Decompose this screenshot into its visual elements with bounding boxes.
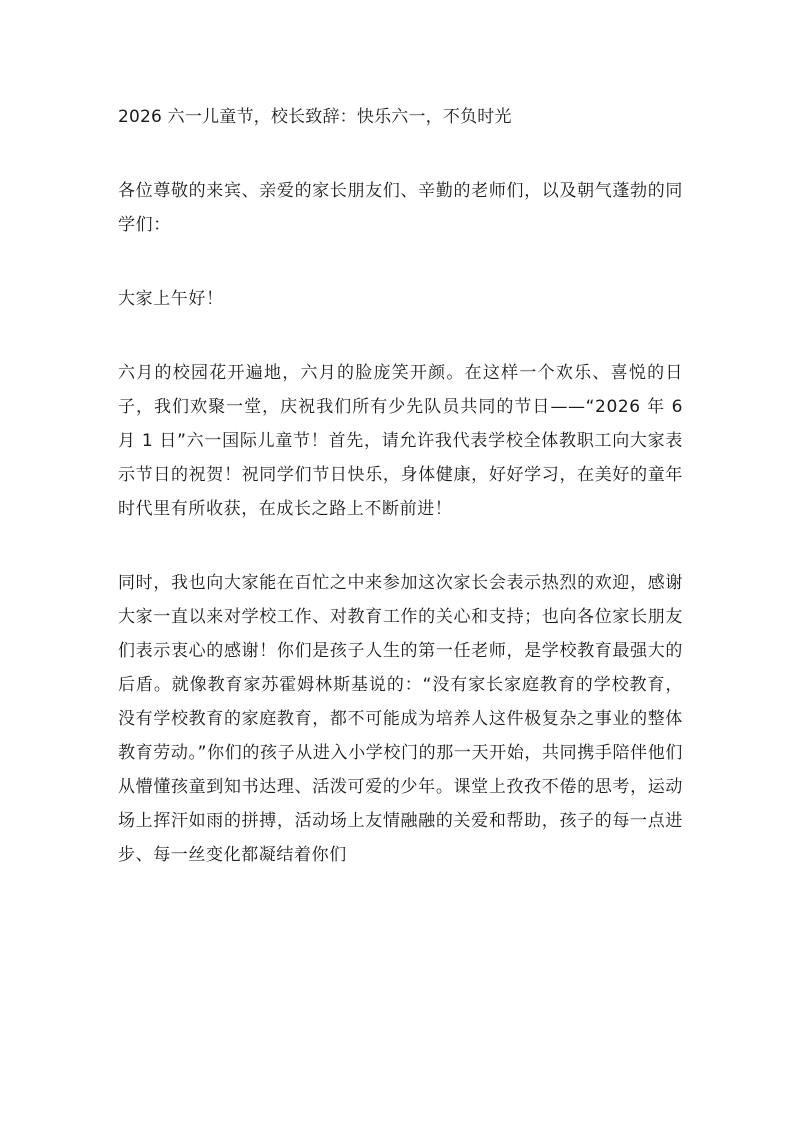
- paragraph-thanks: 同时，我也向大家能在百忙之中来参加这次家长会表示热烈的欢迎，感谢大家一直以来对学校工作、对教育工作的关心和支持；也向各位家长朋友们表示衷心的感谢！你们是孩子人生的第一任老师，是学校教育最强大的后盾。就像教育家苏霍姆林斯基说的：“没有家长家庭教育的学校教育，没有学校教育的家庭教育，都不可能成为培养人这件极复杂之事业的整体教育劳动。”你们的孩子从进入小学校门的那一天开始，共同携手陪伴他们从懵懂孩童到知书达理、活泼可爱的少年。课堂上孜孜不倦的思考，运动场上挥汗如雨的拼搏，活动场上友情融融的关爱和帮助，孩子的每一点进步、每一丝变化都凝结着你们: [118, 573, 683, 865]
- document-title: 2026 六一儿童节，校长致辞：快乐六一，不负时光: [118, 107, 512, 127]
- document-body: [118, 100, 683, 872]
- paragraph-celebration: 六月的校园花开遍地，六月的脸庞笑开颜。在这样一个欢乐、喜悦的日子，我们欢聚一堂，庆祝我们所有少先队员共同的节日——“2026 年 6 月 1 日”六一国际儿童节！首先，请允许我代表学校全体教职工向大家表示节日的祝贺！祝同学们节日快乐，身体健康，好好学习，在美好的童年时代里有所收获，在成长之路上不断前进！: [118, 363, 683, 519]
- paragraph-salutation: 各位尊敬的来宾、亲爱的家长朋友们、辛勤的老师们，以及朝气蓬勃的同学们：: [118, 181, 683, 235]
- paragraph-greeting: 大家上午好！: [118, 289, 224, 309]
